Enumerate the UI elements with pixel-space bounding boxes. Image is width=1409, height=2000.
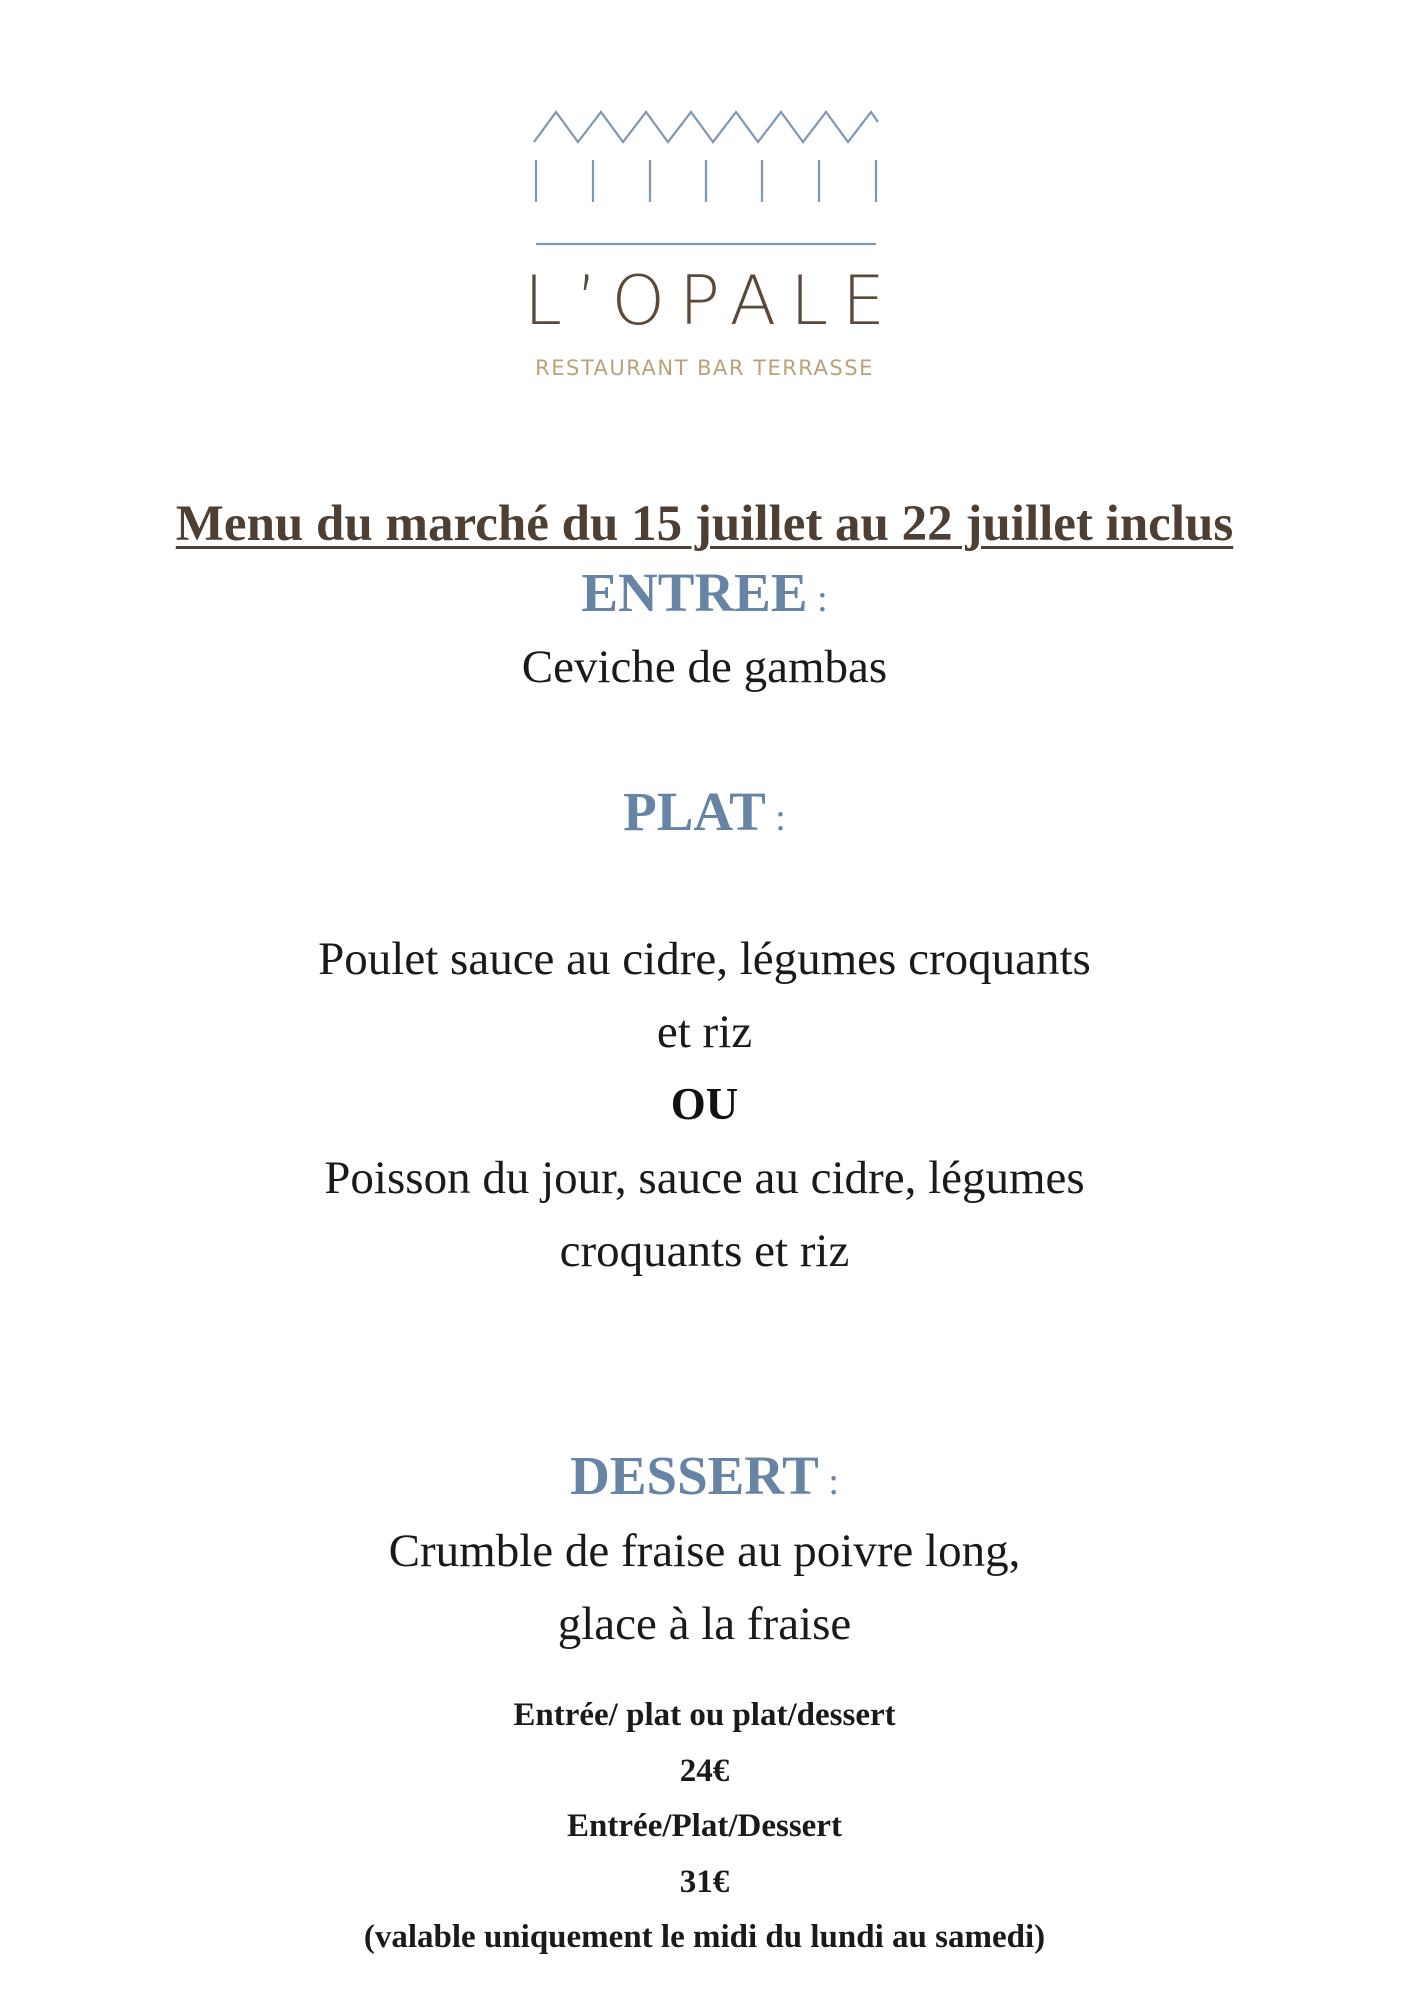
price-three-courses: 31€ bbox=[679, 1864, 730, 1900]
plat-heading-label: PLAT bbox=[623, 781, 766, 842]
plat-option1-line1: Poulet sauce au cidre, légumes croquants bbox=[318, 933, 1091, 985]
plat-option1-line2: et riz bbox=[656, 1006, 753, 1058]
plat-heading bbox=[0, 782, 1409, 843]
entree-dish: Ceviche de gambas bbox=[521, 641, 888, 693]
formula-two-courses: Entrée/ plat ou plat/dessert bbox=[513, 1697, 896, 1733]
dessert-dish-line2: glace à la fraise bbox=[557, 1598, 852, 1650]
validity-note: (valable uniquement le midi du lundi au samedi) bbox=[363, 1919, 1046, 1955]
entree-heading-label: ENTREE bbox=[581, 562, 808, 623]
restaurant-logo-mark bbox=[532, 108, 880, 248]
plat-heading-colon: : bbox=[765, 797, 786, 839]
dessert-dish-line1: Crumble de fraise au poivre long, bbox=[388, 1525, 1021, 1577]
restaurant-tagline: RESTAURANT BAR TERRASSE bbox=[535, 356, 874, 380]
plat-option2-line2: croquants et riz bbox=[559, 1225, 850, 1277]
entree-heading bbox=[0, 563, 1409, 624]
formula-three-courses: Entrée/Plat/Dessert bbox=[567, 1808, 842, 1844]
price-two-courses: 24€ bbox=[679, 1753, 730, 1789]
dessert-heading-colon: : bbox=[818, 1461, 839, 1503]
plat-or-separator: OU bbox=[670, 1079, 739, 1129]
dessert-heading-label: DESSERT bbox=[570, 1445, 819, 1506]
entree-heading-colon: : bbox=[807, 578, 828, 620]
plat-option2-line1: Poisson du jour, sauce au cidre, légumes bbox=[324, 1152, 1085, 1204]
menu-title: Menu du marché du 15 juillet au 22 juillet inclus bbox=[175, 496, 1234, 552]
dessert-heading bbox=[0, 1446, 1409, 1507]
restaurant-name: L’OPALE bbox=[523, 262, 900, 341]
